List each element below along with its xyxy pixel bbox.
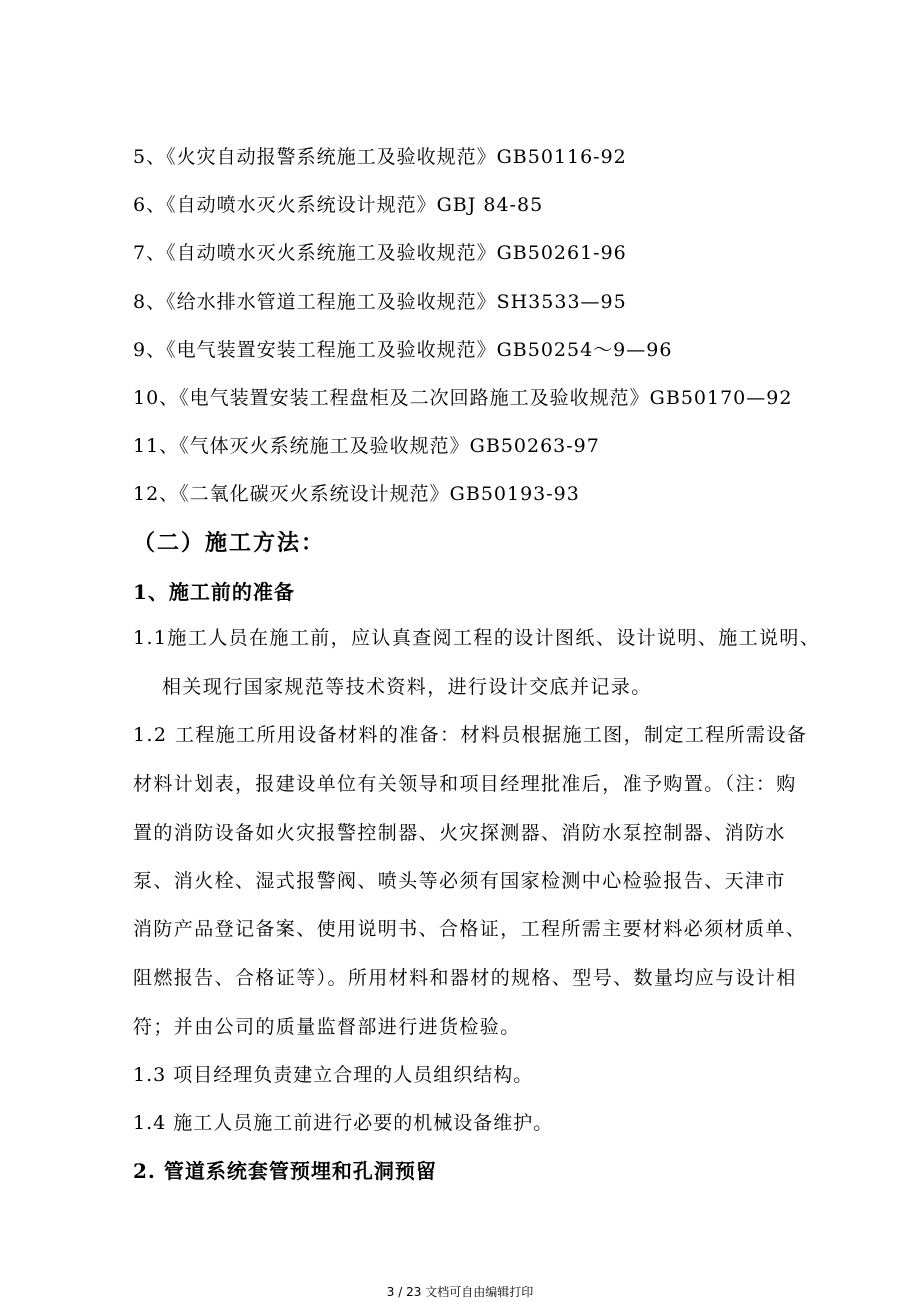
standard-item-5: 5、《火灾自动报警系统施工及验收规范》GB50116-92 (133, 146, 627, 168)
paragraph-line: 相关现行国家规范等技术资料，进行设计交底并记录。 (162, 676, 652, 698)
section-heading: （二）施工方法： (133, 530, 326, 556)
standard-item-11: 11、《气体灭火系统施工及验收规范》GB50263-97 (133, 435, 600, 457)
standard-item-9: 9、《电气装置安装工程施工及验收规范》GB50254～9—96 (133, 339, 673, 361)
paragraph-line: 符；并由公司的质量监督部进行进货检验。 (133, 1016, 521, 1038)
page-footer: 3 / 23 文档可自由编辑打印 (386, 1285, 534, 1299)
standard-item-6: 6、《自动喷水灭火系统设计规范》GBJ 84-85 (133, 194, 544, 216)
paragraph-line: 材料计划表，报建设单位有关领导和项目经理批准后，准予购置。（注：购 (133, 773, 797, 795)
paragraph-1-3: 1.3 项目经理负责建立合理的人员组织结构。 (133, 1064, 534, 1086)
paragraph-line: 1.1施工人员在施工前，应认真查阅工程的设计图纸、设计说明、施工说明、 (133, 627, 821, 649)
standard-item-10: 10、《电气装置安装工程盘柜及二次回路施工及验收规范》GB50170—92 (133, 387, 793, 409)
paragraph-line: 1.2 工程施工所用设备材料的准备：材料员根据施工图，制定工程所需设备 (133, 724, 808, 746)
standard-item-12: 12、《二氧化碳灭火系统设计规范》GB50193-93 (133, 483, 580, 505)
standard-item-8: 8、《给水排水管道工程施工及验收规范》SH3533—95 (133, 291, 627, 313)
paragraph-line: 消防产品登记备案、使用说明书、合格证，工程所需主要材料必须材质单、 (133, 918, 807, 940)
subsection-heading-1: 1、施工前的准备 (133, 580, 295, 604)
subsection-heading-2: 2. 管道系统套管预埋和孔洞预留 (133, 1159, 437, 1183)
paragraph-line: 泵、消火栓、湿式报警阀、喷头等必须有国家检测中心检验报告、天津市 (133, 870, 786, 892)
paragraph-line: 阻燃报告、合格证等）。所用材料和器材的规格、型号、数量均应与设计相 (133, 967, 797, 989)
paragraph-1-4: 1.4 施工人员施工前进行必要的机械设备维护。 (133, 1112, 554, 1134)
paragraph-line: 置的消防设备如火灾报警控制器、火灾探测器、消防水泵控制器、消防水 (133, 822, 786, 844)
standard-item-7: 7、《自动喷水灭火系统施工及验收规范》GB50261-96 (133, 242, 627, 264)
